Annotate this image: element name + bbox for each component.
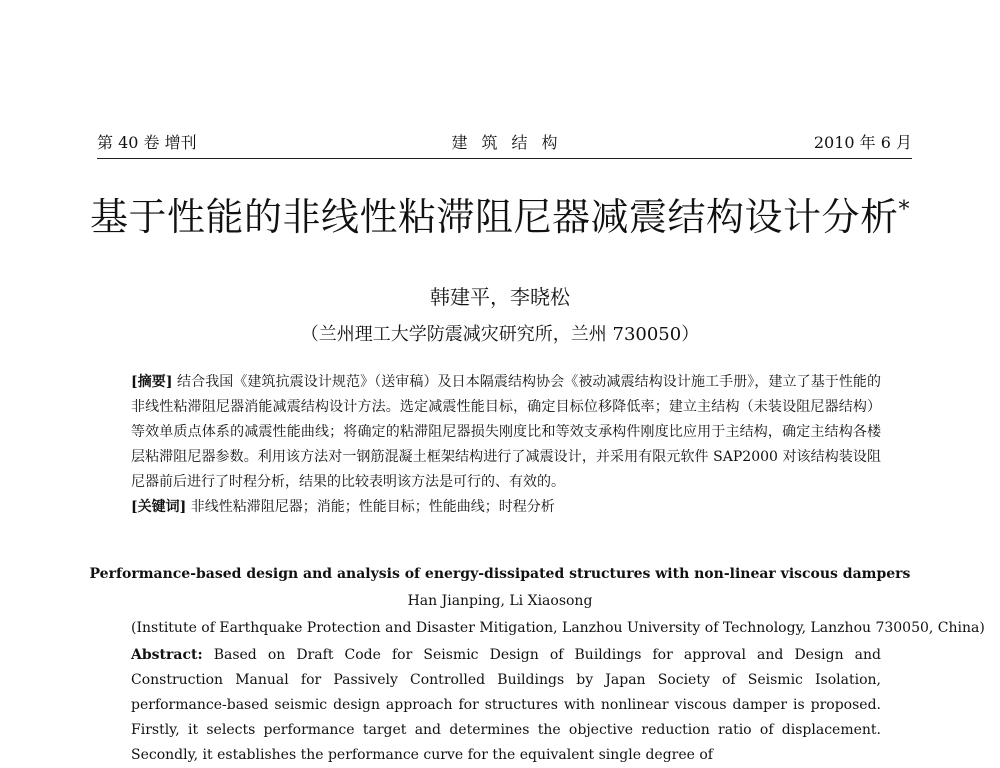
english-abstract-label: Abstract: [131, 647, 203, 663]
keywords-text: 非线性粘滞阻尼器；消能；性能目标；性能曲线；时程分析 [190, 499, 555, 515]
abstract-text: 结合我国《建筑抗震设计规范》（送审稿）及日本隔震结构协会《被动减震结构设计施工手册》，建立了基于性能的非线性粘滞阻尼器消能减震结构设计方法。选定减震性能目标，确定目标位移降低率；建立主结构（未装设阻尼器结构）等效单质点体系的减震性能曲线；将确定的粘滞阻尼器损失刚度比和等效支承构件刚度比应用于主结构，确定主结构各楼层粘滞阻尼器参数。利用该方法对一钢筋混凝土框架结构进行了减震设计，并采用有限元软件 SAP2000 对该结构装设阻尼器前后进行了时程分析，结果的比较表明该方法是可行的、有效的。 [131, 374, 882, 490]
english-title: Performance-based design and analysis of energy-dissipated structures with non-linear viscous dampers [89, 566, 911, 582]
english-abstract [131, 643, 881, 768]
authors: 韩建平，李晓松 [430, 285, 570, 309]
paper-title-text: 基于性能的非线性粘滞阻尼器减震结构设计分析 [89, 195, 899, 239]
english-affiliation: (Institute of Earthquake Protection and Disaster Mitigation, Lanzhou University of Technology, Lanzhou 730050, China) [131, 620, 985, 636]
journal-name: 建筑结构 [451, 133, 572, 152]
keywords-paragraph [131, 495, 881, 520]
volume-issue: 第 40 卷 增刊 [97, 133, 197, 152]
english-authors: Han Jianping, Li Xiaosong [407, 593, 593, 609]
affiliation: （兰州理工大学防震减灾研究所，兰州 730050） [300, 324, 700, 345]
publication-date: 2010 年 6 月 [813, 133, 912, 152]
paper-title [0, 186, 1000, 241]
journal-header [97, 128, 912, 159]
abstract-paragraph [131, 370, 881, 495]
title-footnote-mark: * [898, 197, 910, 223]
abstract-label: [摘要] [131, 374, 173, 390]
chinese-abstract [131, 370, 881, 520]
english-abstract-text: Based on Draft Code for Seismic Design of Buildings for approval and Design and Construction Manual for Passively Controlled Buildings by Japan Society of Seismic Isolation, performance-based seismic design approach for structures with nonlinear viscous damper is proposed. Firstly, it selects performance target and determines the objective reduction ratio of displacement. Secondly, it establishes the performance curve for the equivalent single degree of [131, 647, 882, 763]
keywords-label: [关键词] [131, 499, 187, 515]
